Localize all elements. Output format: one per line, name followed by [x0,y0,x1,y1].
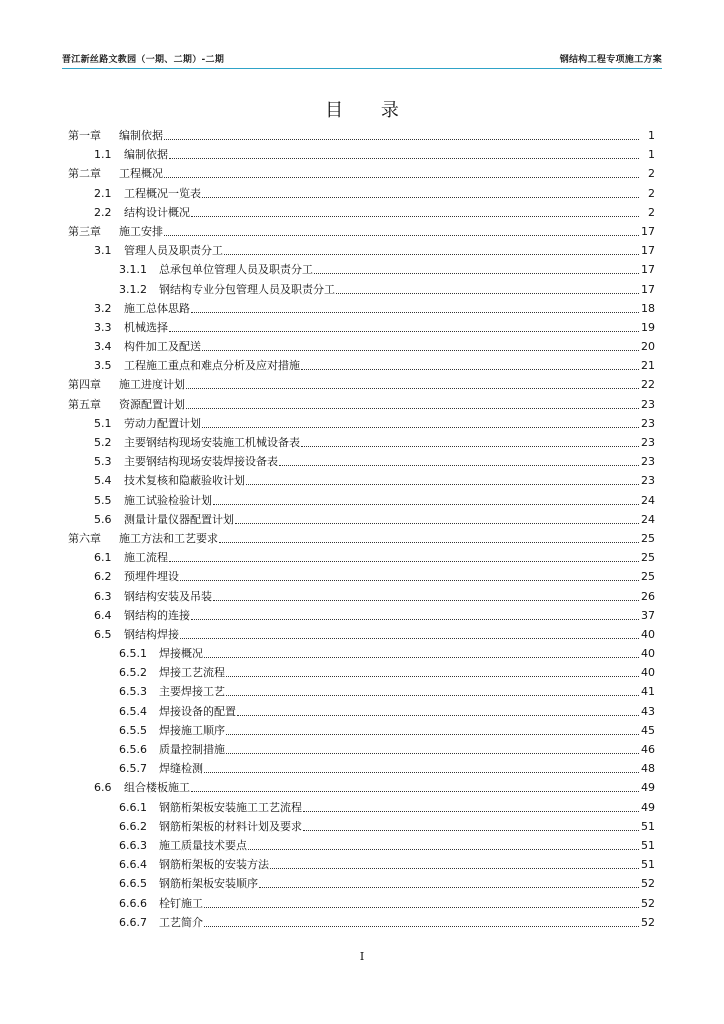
toc-entry-number: 5.2 [94,436,112,449]
toc-leader-dots [169,158,639,159]
toc-leader-dots [186,388,639,389]
toc-entry-number: 1.1 [94,148,112,162]
toc-entry[interactable] [68,260,655,279]
toc-leader-dots [202,350,639,351]
toc-entry[interactable] [68,280,655,299]
toc-entry-title: 施工方法和工艺要求 [119,531,218,545]
toc-leader-dots [301,446,639,447]
toc-entry-title: 预埋件埋设 [124,570,179,584]
toc-entry-page: 19 [639,318,655,337]
toc-entry-label [94,241,224,260]
toc-leader-dots [270,868,639,869]
toc-entry-title: 主要钢结构现场安装焊接设备表 [124,455,278,469]
toc-entry-number: 6.2 [94,570,112,584]
toc-entry-page: 1 [646,145,655,164]
toc-entry-title: 钢筋桁架板安装顺序 [159,877,258,891]
toc-entry-page: 48 [639,759,655,778]
toc-entry[interactable] [68,567,655,586]
toc-entry[interactable] [68,644,655,663]
toc-entry-number: 6.5.1 [119,647,147,661]
toc-entry-label [68,395,186,414]
toc-entry-page: 24 [639,491,655,510]
toc-entry-label [68,375,186,394]
toc-entry[interactable] [68,778,655,797]
toc-leader-dots [204,926,639,927]
toc-entry[interactable] [68,759,655,778]
toc-entry[interactable] [68,452,655,471]
toc-entry[interactable] [68,471,655,490]
toc-entry[interactable] [68,682,655,701]
toc-leader-dots [224,254,639,255]
toc-entry-page: 17 [639,280,655,299]
toc-entry-page: 52 [639,874,655,893]
toc-entry-label [68,529,219,548]
toc-entry-number: 3.5 [94,359,112,373]
toc-leader-dots [204,657,639,658]
toc-entry-label [119,702,237,721]
toc-entry-page: 49 [639,778,655,797]
toc-entry-number: 6.6.7 [119,915,147,929]
toc-entry[interactable] [68,241,655,260]
toc-entry-page: 23 [639,414,655,433]
toc-entry-page: 20 [639,337,655,356]
toc-leader-dots [164,139,639,140]
toc-entry-number: 6.4 [94,608,112,622]
toc-leader-dots [314,273,639,274]
toc-entry-label [94,491,213,510]
toc-entry[interactable] [68,721,655,740]
toc-entry-page: 51 [639,817,655,836]
toc-entry-title: 焊接施工顺序 [159,723,225,737]
toc-entry-page: 51 [639,836,655,855]
toc-leader-dots [164,177,639,178]
toc-leader-dots [180,580,639,581]
toc-entry-number: 6.6.5 [119,877,147,891]
toc-entry[interactable] [68,395,655,414]
toc-leader-dots [202,427,639,428]
toc-leader-dots [191,216,639,217]
toc-entry-label [119,740,226,759]
toc-entry-number: 5.5 [94,493,112,507]
toc-entry-title: 焊接概况 [159,647,203,661]
toc-entry-page: 45 [639,721,655,740]
toc-entry-label [119,663,226,682]
toc-entry-number: 6.5.7 [119,762,147,776]
toc-entry-label [119,817,303,836]
page-title: 目 录 [325,100,415,121]
toc-entry-page: 21 [639,356,655,375]
toc-entry[interactable] [68,433,655,452]
toc-entry-label [94,433,301,452]
toc-entry-title: 测量计量仪器配置计划 [124,512,234,526]
toc-leader-dots [169,561,639,562]
toc-entry-page: 2 [646,203,655,222]
table-of-contents [68,126,655,932]
toc-entry[interactable] [68,874,655,893]
toc-entry-label [94,299,191,318]
toc-entry-label [94,184,202,203]
toc-entry-number: 5.3 [94,455,112,469]
toc-entry[interactable] [68,587,655,606]
toc-leader-dots [213,504,639,505]
toc-entry[interactable] [68,222,655,241]
toc-entry-title: 编制依据 [119,129,163,142]
toc-entry-page: 23 [639,433,655,452]
toc-entry-page: 18 [639,299,655,318]
toc-entry[interactable] [68,836,655,855]
header-divider [62,68,662,69]
toc-entry-label [94,606,191,625]
toc-leader-dots [248,849,639,850]
toc-entry-number: 第二章 [68,167,101,181]
toc-entry[interactable] [68,913,655,932]
toc-entry-title: 钢筋桁架板的材料计划及要求 [159,819,302,833]
toc-entry-number: 6.5 [94,627,112,641]
toc-entry-number: 5.6 [94,512,112,526]
toc-entry-page: 17 [639,222,655,241]
toc-entry-number: 第四章 [68,378,101,392]
toc-entry[interactable] [68,663,655,682]
toc-entry-number: 6.6.2 [119,819,147,833]
toc-entry-page: 1 [646,126,655,145]
toc-entry[interactable] [68,491,655,510]
toc-leader-dots [226,695,639,696]
toc-entry-title: 质量控制措施 [159,743,225,756]
toc-entry-page: 26 [639,587,655,606]
toc-entry-page: 51 [639,855,655,874]
toc-entry-number: 6.6.6 [119,896,147,910]
toc-entry-label [94,414,202,433]
toc-entry-title: 工程概况一览表 [124,186,201,200]
toc-leader-dots [191,619,639,620]
toc-entry-title: 管理人员及职责分工 [124,244,223,258]
toc-leader-dots [301,369,639,370]
toc-leader-dots [226,676,639,677]
toc-entry[interactable] [68,817,655,836]
toc-entry-title: 钢结构焊接 [124,627,179,641]
toc-entry-page: 52 [639,894,655,913]
toc-entry-label [119,798,303,817]
toc-entry-title: 机械选择 [124,320,168,334]
toc-entry-number: 6.5.2 [119,666,147,680]
toc-leader-dots [279,465,639,466]
toc-entry-title: 施工总体思路 [124,301,190,315]
toc-entry-page: 49 [639,798,655,817]
toc-entry-label [94,203,191,222]
toc-entry-number: 3.2 [94,301,112,315]
toc-entry-page: 40 [639,644,655,663]
toc-entry-label [119,894,204,913]
toc-entry-label [94,337,202,356]
toc-entry-label [119,913,204,932]
toc-entry-number: 2.1 [94,186,112,200]
toc-entry-page: 23 [639,452,655,471]
toc-entry-number: 6.6.4 [119,858,147,872]
toc-entry-title: 构件加工及配送 [124,340,201,354]
toc-entry-page: 17 [639,241,655,260]
toc-entry-page: 37 [639,606,655,625]
toc-entry-title: 施工质量技术要点 [159,838,247,852]
toc-entry-title: 施工进度计划 [119,378,185,392]
toc-entry[interactable] [68,702,655,721]
toc-leader-dots [191,791,639,792]
toc-entry-page: 41 [639,682,655,701]
toc-entry-label [94,145,169,164]
toc-leader-dots [164,235,639,236]
toc-entry[interactable] [68,356,655,375]
toc-entry-page: 17 [639,260,655,279]
toc-entry[interactable] [68,548,655,567]
toc-entry-title: 钢结构的连接 [124,608,190,622]
toc-entry-title: 钢筋桁架板的安装方法 [159,858,269,872]
toc-entry-label [94,625,180,644]
toc-entry-number: 3.1 [94,244,112,258]
toc-entry-page: 46 [639,740,655,759]
toc-entry-title: 焊缝检测 [159,762,203,776]
toc-entry-label [94,510,235,529]
toc-leader-dots [336,293,639,294]
toc-entry-number: 6.5.3 [119,685,147,699]
toc-entry-label [94,567,180,586]
toc-entry-number: 6.3 [94,589,112,603]
toc-entry[interactable] [68,337,655,356]
toc-entry-number: 3.1.1 [119,263,147,277]
toc-entry-number: 6.5.6 [119,743,147,756]
toc-entry[interactable] [68,798,655,817]
toc-entry[interactable] [68,164,655,183]
toc-entry-title: 施工安排 [119,224,163,238]
toc-leader-dots [259,887,639,888]
toc-entry-page: 2 [646,164,655,183]
toc-entry-label [94,548,169,567]
toc-entry-label [119,721,226,740]
toc-entry-label [94,587,213,606]
toc-entry[interactable] [68,375,655,394]
toc-entry-number: 3.3 [94,320,112,334]
toc-entry-label [94,778,191,797]
toc-entry-label [68,126,164,145]
toc-leader-dots [237,715,639,716]
toc-entry-title: 编制依据 [124,148,168,162]
toc-entry-label [94,452,279,471]
toc-leader-dots [303,811,639,812]
toc-entry-page: 43 [639,702,655,721]
toc-entry-page: 40 [639,625,655,644]
toc-entry-number: 2.2 [94,205,112,219]
toc-entry-page: 40 [639,663,655,682]
toc-leader-dots [226,734,639,735]
toc-entry-label [119,759,204,778]
toc-entry-label [119,836,248,855]
toc-entry-title: 主要焊接工艺 [159,685,225,699]
toc-leader-dots [180,638,639,639]
toc-entry-label [94,356,301,375]
toc-entry-number: 5.1 [94,416,112,430]
page-number: I [359,950,365,963]
toc-entry[interactable] [68,855,655,874]
toc-leader-dots [169,331,639,332]
toc-leader-dots [219,542,639,543]
toc-entry-number: 5.4 [94,474,112,488]
header-project-name: 晋江新丝路文教园（一期、二期）-二期 [62,55,225,65]
toc-entry-title: 结构设计概况 [124,205,190,219]
toc-entry-label [94,471,246,490]
toc-entry-title: 施工试验检验计划 [124,493,212,507]
toc-entry-label [119,260,314,279]
toc-entry-title: 主要钢结构现场安装施工机械设备表 [124,436,300,449]
toc-leader-dots [186,408,639,409]
toc-entry-number: 第五章 [68,397,101,411]
toc-entry-title: 资源配置计划 [119,397,185,411]
toc-entry-number: 6.6.3 [119,838,147,852]
page-header [62,52,662,66]
toc-entry-number: 3.1.2 [119,282,147,296]
toc-entry-label [119,280,336,299]
toc-entry-page: 25 [639,567,655,586]
toc-entry-number: 6.5.4 [119,704,147,718]
toc-leader-dots [191,312,639,313]
toc-entry-number: 3.4 [94,340,112,354]
toc-entry-label [119,644,204,663]
toc-entry-number: 6.6.1 [119,800,147,814]
toc-entry-title: 劳动力配置计划 [124,416,201,430]
toc-entry[interactable] [68,184,655,203]
toc-entry[interactable] [68,203,655,222]
toc-entry[interactable] [68,126,655,145]
toc-entry-label [119,682,226,701]
toc-entry-page: 2 [646,184,655,203]
toc-entry-label [119,874,259,893]
toc-entry-title: 钢筋桁架板安装施工工艺流程 [159,800,302,814]
toc-entry-number: 6.6 [94,781,112,795]
toc-entry-page: 23 [639,395,655,414]
toc-entry-title: 总承包单位管理人员及职责分工 [159,263,313,277]
toc-entry[interactable] [68,625,655,644]
toc-entry-title: 钢结构安装及吊装 [124,589,212,603]
toc-entry-page: 22 [639,375,655,394]
toc-entry-title: 组合楼板施工 [124,781,190,795]
toc-entry-page: 23 [639,471,655,490]
toc-entry-title: 技术复核和隐蔽验收计划 [124,474,245,488]
toc-entry-number: 6.1 [94,551,112,565]
toc-entry[interactable] [68,894,655,913]
toc-entry-title: 施工流程 [124,551,168,565]
toc-leader-dots [303,830,639,831]
toc-entry-number: 第三章 [68,224,101,238]
toc-entry[interactable] [68,606,655,625]
toc-entry-page: 52 [639,913,655,932]
toc-entry[interactable] [68,510,655,529]
toc-entry-number: 6.5.5 [119,723,147,737]
toc-entry-number: 第六章 [68,531,101,545]
toc-entry-label [119,855,270,874]
toc-entry-page: 25 [639,548,655,567]
toc-entry-label [94,318,169,337]
toc-leader-dots [226,753,639,754]
toc-entry-title: 工程施工重点和难点分析及应对措施 [124,359,300,373]
toc-entry-title: 工艺简介 [159,915,203,929]
toc-entry[interactable] [68,740,655,759]
toc-entry-title: 工程概况 [119,167,163,181]
toc-entry-page: 24 [639,510,655,529]
toc-leader-dots [202,197,639,198]
toc-leader-dots [235,523,639,524]
toc-leader-dots [204,907,639,908]
toc-entry[interactable] [68,299,655,318]
toc-entry-number: 第一章 [68,129,101,142]
toc-leader-dots [204,772,639,773]
toc-entry-title: 栓钉施工 [159,896,203,910]
toc-entry[interactable] [68,529,655,548]
toc-entry-page: 25 [639,529,655,548]
toc-entry[interactable] [68,414,655,433]
toc-leader-dots [213,600,639,601]
toc-entry-title: 焊接工艺流程 [159,666,225,680]
toc-entry-label [68,164,164,183]
toc-entry-label [68,222,164,241]
toc-entry[interactable] [68,318,655,337]
header-document-name: 钢结构工程专项施工方案 [559,55,662,65]
toc-leader-dots [246,484,639,485]
toc-entry[interactable] [68,145,655,164]
toc-entry-title: 钢结构专业分包管理人员及职责分工 [159,282,335,296]
toc-entry-title: 焊接设备的配置 [159,704,236,718]
